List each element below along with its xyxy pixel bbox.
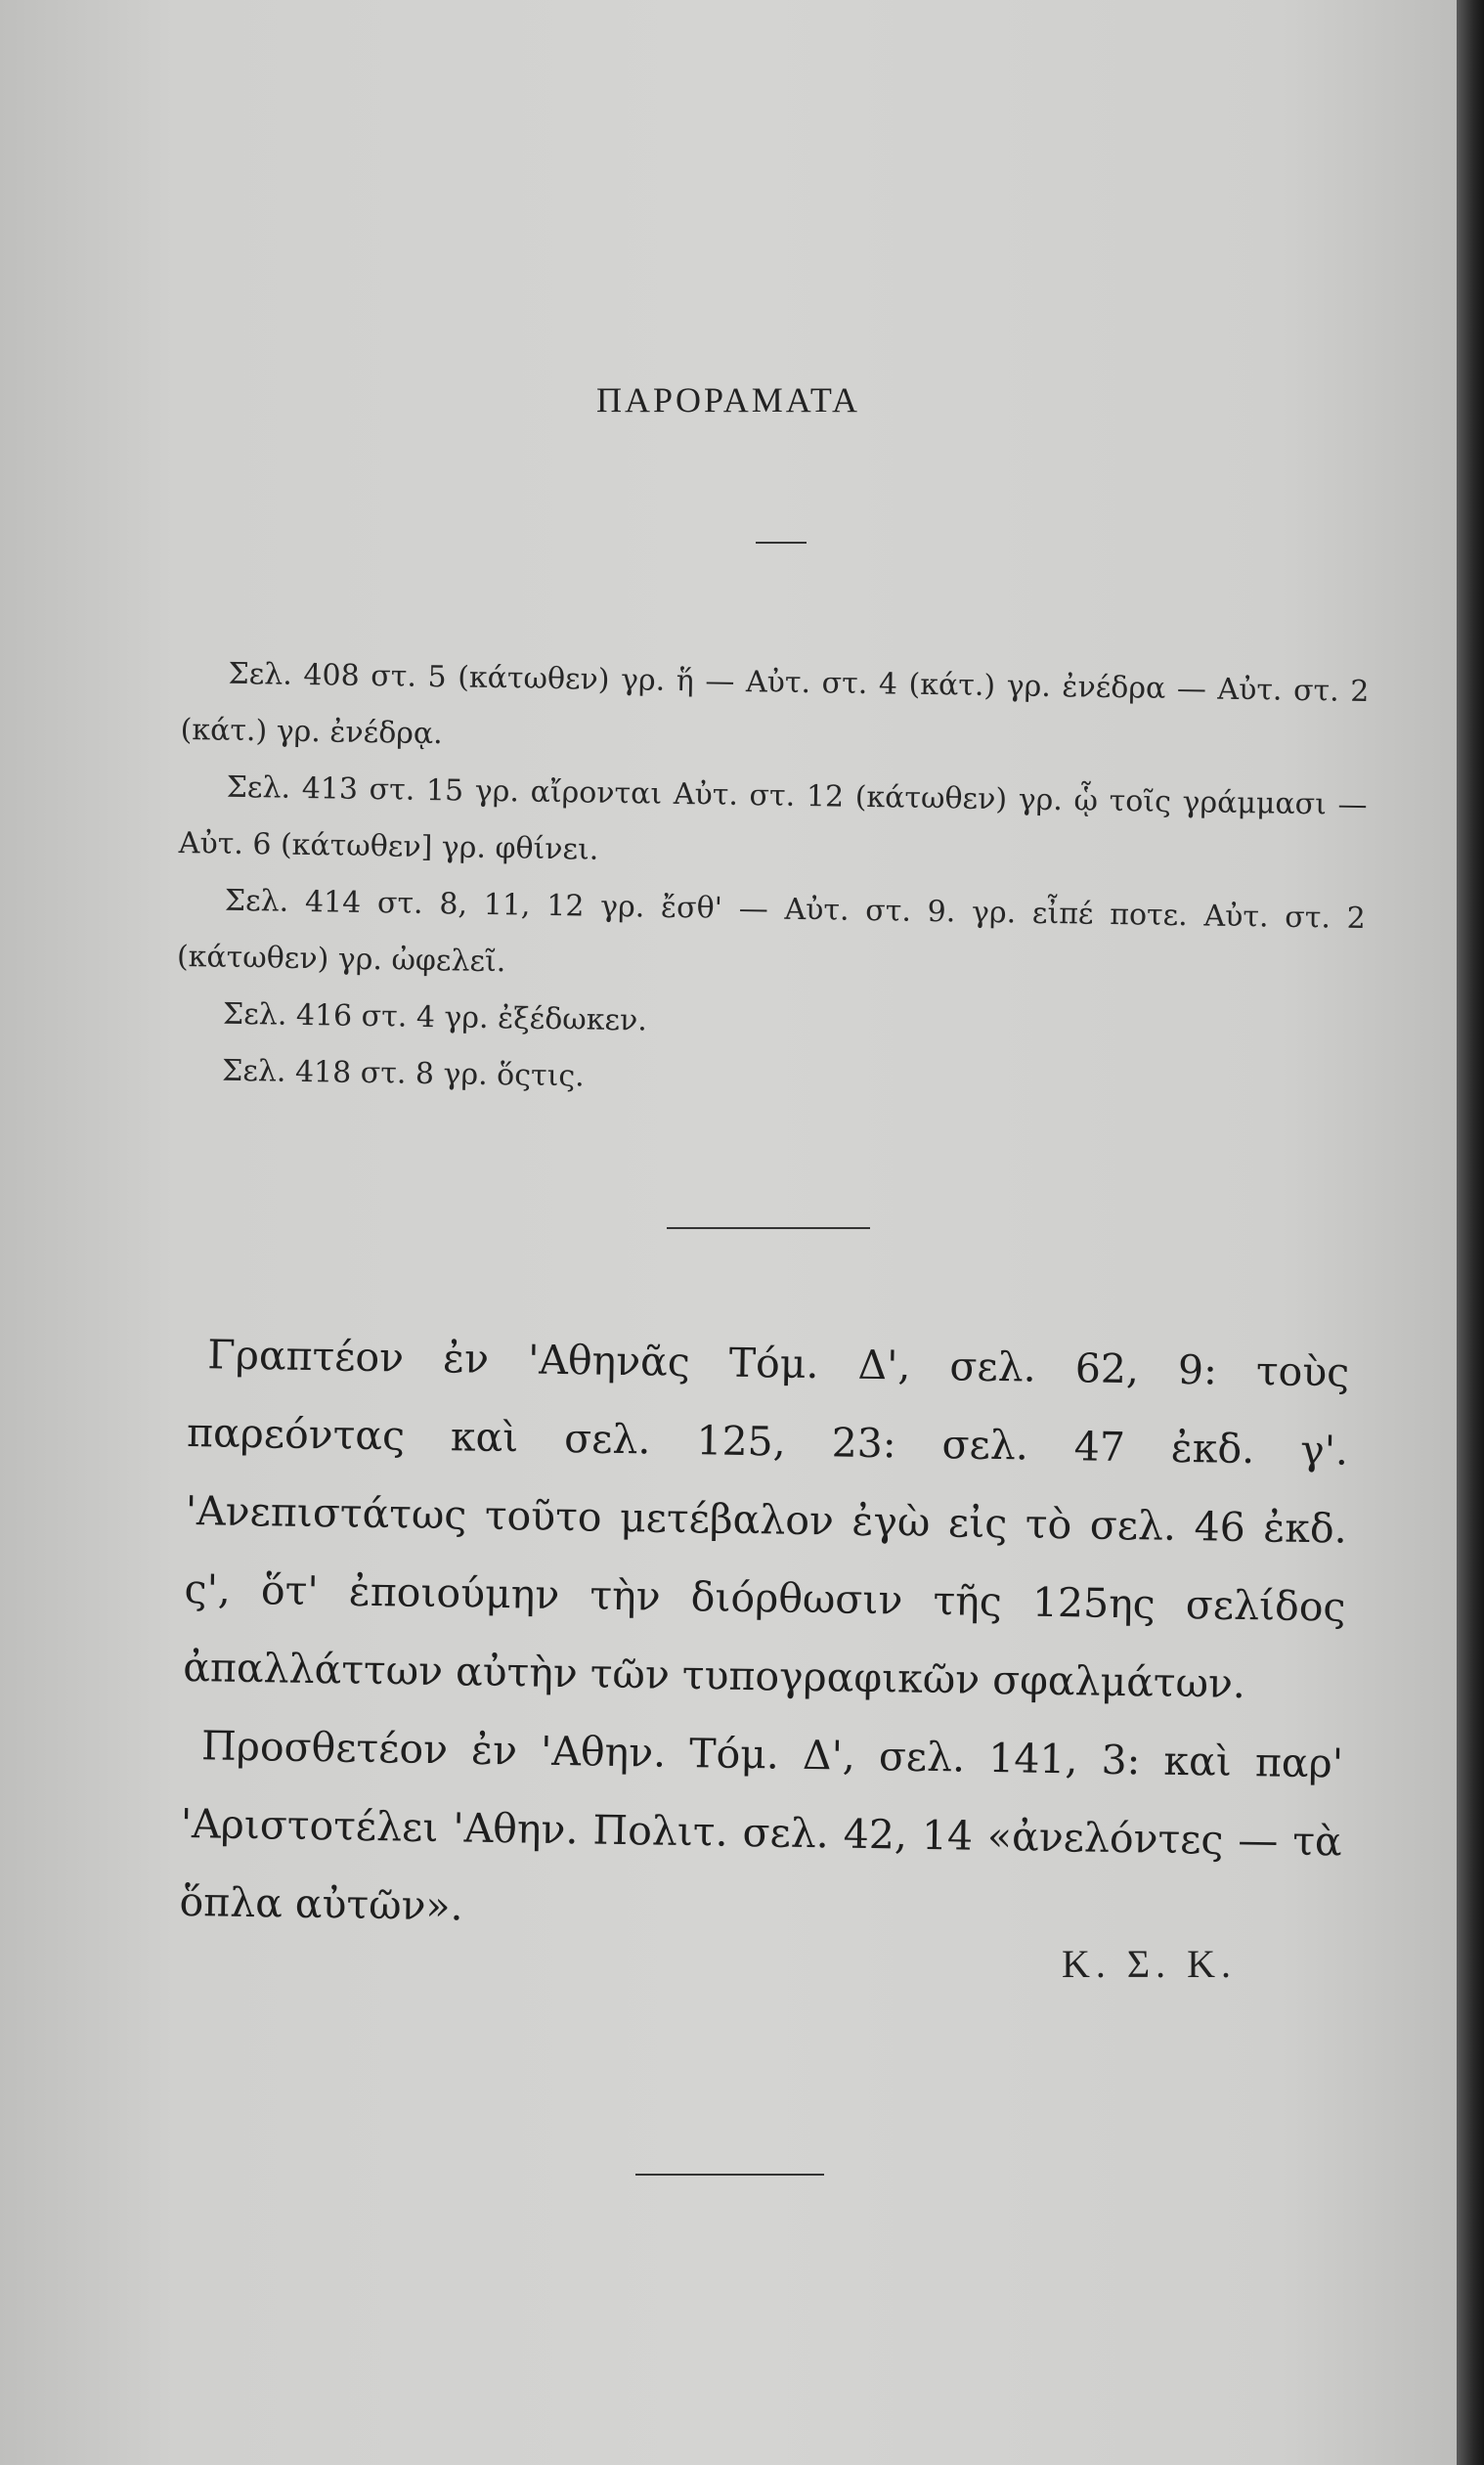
addenda-section <box>179 1315 1350 1959</box>
errata-entry: Σελ. 418 στ. 8 γρ. ὅςτις. <box>221 1053 586 1094</box>
section-divider <box>667 1227 870 1229</box>
author-initials: Κ. Σ. Κ. <box>1062 1942 1238 1986</box>
title-divider <box>756 542 807 544</box>
addendum-paragraph: Προσθετέον ἐν 'Αθην. Τόμ. Δ', σελ. 141, 3: καὶ παρ' 'Αριστοτέλει 'Αθην. Πολιτ. σελ. 42, 14 «ἀνελόντες — τὰ ὅπλα αὐτῶν». <box>179 1722 1344 1930</box>
errata-entry: Σελ. 416 στ. 4 γρ. ἐξέδωκεν. <box>222 996 648 1038</box>
errata-entry: Σελ. 408 στ. 5 (κάτωθεν) γρ. ἥ — Αὐτ. στ. 4 (κάτ.) γρ. ἐνέδρα — Αὐτ. στ. 2 (κάτ.) γρ. ἐνέδρᾳ. <box>180 656 1370 752</box>
errata-entry: Σελ. 414 στ. 8, 11, 12 γρ. ἔσθ' — Αὐτ. στ. 9. γρ. εἶπέ ποτε. Αὐτ. στ. 2 (κάτωθεν) γρ. ὠφελεῖ. <box>176 883 1367 980</box>
addendum-paragraph: Γραπτέον ἐν 'Αθηνᾶς Τόμ. Δ', σελ. 62, 9: τοὺς παρεόντας καὶ σελ. 125, 23: σελ. 47 ἐκδ. γ'. 'Ανεπιστάτως τοῦτο μετέβαλον ἐγὼ εἰς τὸ σελ. 46 ἐκδ. ς', ὅτ' ἐποιούμην τὴν διόρθωσιν τῆς 125ης σελίδος ἀπαλλάττων αὐτὴν τῶν τυπογραφικῶν σφαλμάτων. <box>182 1331 1350 1708</box>
errata-entry: Σελ. 413 στ. 15 γρ. αἴρονται Αὐτ. στ. 12 (κάτωθεν) γρ. ᾧ τοῖς γράμμασι — Αὐτ. 6 (κάτωθεν] γρ. φθίνει. <box>178 770 1368 867</box>
page-title: ΠΑΡΟΡΑΜΑΤΑ <box>596 380 860 419</box>
errata-list <box>175 645 1370 1118</box>
closing-divider <box>635 2174 824 2176</box>
book-binding-edge <box>1457 0 1484 2465</box>
